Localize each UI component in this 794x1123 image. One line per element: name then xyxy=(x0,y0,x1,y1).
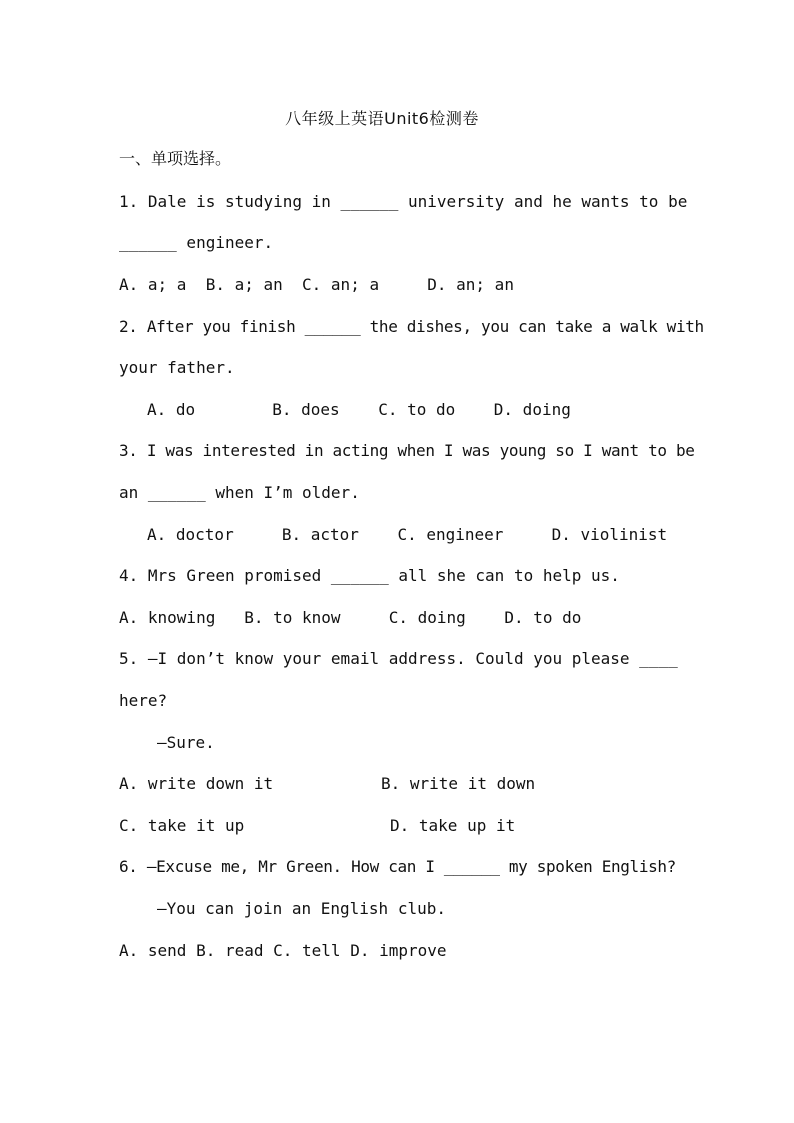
question-1-stem-line2: ______ engineer. xyxy=(119,233,274,252)
question-3-options: A. doctor B. actor C. engineer D. violinist xyxy=(147,525,668,544)
question-6-options: A. send B. read C. tell D. improve xyxy=(119,941,447,960)
question-6-reply: —You can join an English club. xyxy=(157,899,446,918)
question-4-stem-line1: 4. Mrs Green promised ______ all she can to help us. xyxy=(119,566,620,585)
question-6-stem-line1: 6. —Excuse me, Mr Green. How can I ______ my spoken English? xyxy=(119,857,676,876)
question-3-stem-line2: an ______ when I’m older. xyxy=(119,483,360,502)
question-2-options: A. do B. does C. to do D. doing xyxy=(147,400,571,419)
section-heading: 一、单项选择。 xyxy=(119,149,232,168)
question-5-option-d: D. take up it xyxy=(390,816,516,835)
question-5-stem-line1: 5. —I don’t know your email address. Could you please ____ xyxy=(119,649,678,668)
document-title: 八年级上英语Unit6检测卷 xyxy=(285,109,479,128)
question-5-option-b: B. write it down xyxy=(381,774,536,793)
question-5-reply: —Sure. xyxy=(157,733,215,752)
question-3-stem-line1: 3. I was interested in acting when I was young so I want to be xyxy=(119,441,695,460)
question-4-options: A. knowing B. to know C. doing D. to do xyxy=(119,608,582,627)
question-5-option-c: C. take it up xyxy=(119,816,245,835)
question-5-stem-line2: here? xyxy=(119,691,168,710)
question-1-options: A. a; a B. a; an C. an; a D. an; an xyxy=(119,275,514,294)
question-1-stem-line1: 1. Dale is studying in ______ university and he wants to be xyxy=(119,192,688,211)
question-2-stem-line1: 2. After you finish ______ the dishes, you can take a walk with xyxy=(119,317,704,336)
question-2-stem-line2: your father. xyxy=(119,358,235,377)
question-5-option-a: A. write down it xyxy=(119,774,274,793)
